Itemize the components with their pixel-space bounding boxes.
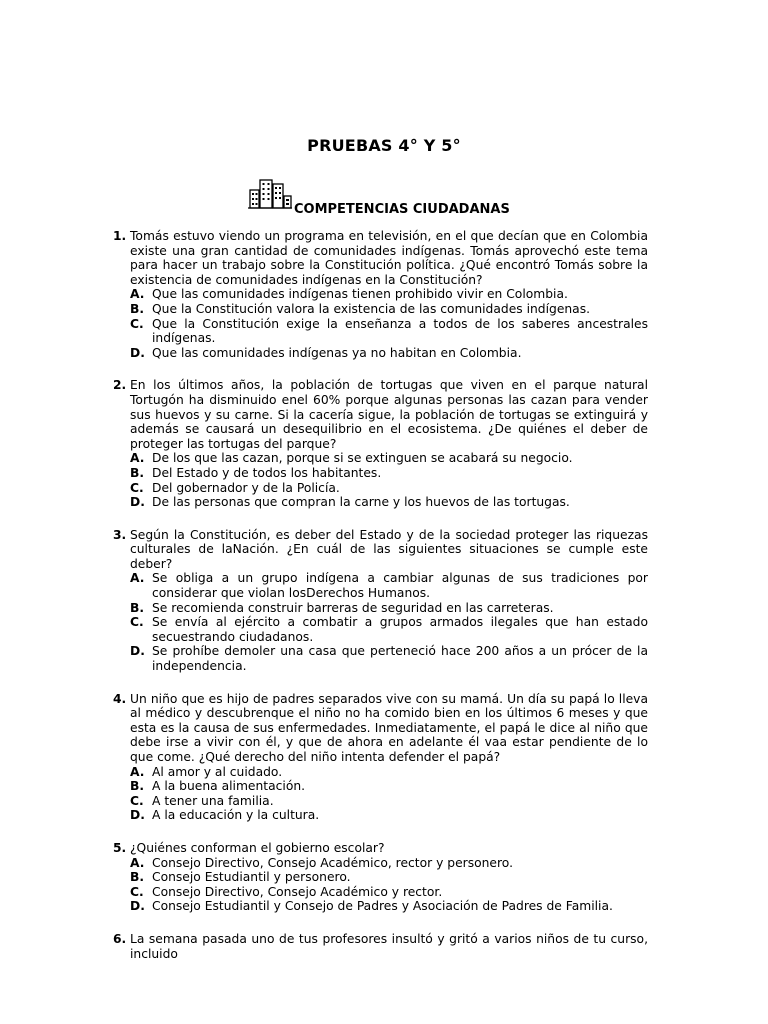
option-text: Que las comunidades indígenas ya no habitan en Colombia. (152, 345, 522, 360)
answer-option (130, 794, 648, 809)
question-text: ¿Quiénes conforman el gobierno escolar? (130, 840, 385, 855)
option-text: Se envía al ejército a combatir a grupos armados ilegales que han estado secuestrando ciudadanos. (152, 615, 648, 644)
question-text: Un niño que es hijo de padres separados vive con su mamá. Un día su papá lo lleva al médico y descubrenque el niño no ha comido bien en los últimos 6 meses y que esta es la causa de sus enfermedades. Inmediatamente, el papá le dice al niño que debe irse a vivir con él, y que de ahora en adelante él vaa estar pendiente de lo que come. ¿Qué derecho del niño intenta defender el papá? (130, 691, 648, 764)
option-text: A la buena alimentación. (152, 779, 306, 794)
option-letter: B. (130, 465, 145, 480)
option-text: Que las comunidades indígenas tienen prohibido vivir en Colombia. (152, 287, 568, 302)
question-number: 4. (113, 691, 127, 706)
answer-option (130, 601, 648, 616)
answer-option (130, 808, 648, 823)
option-letter: C. (130, 316, 144, 331)
answer-option (130, 451, 648, 466)
option-text: De los que las cazan, porque si se extinguen se acabará su negocio. (152, 451, 573, 466)
option-text: Que la Constitución exige la enseñanza a todos de los saberes ancestrales indígenas. (152, 316, 648, 346)
option-text: Consejo Estudiantil y Consejo de Padres y Asociación de Padres de Familia. (152, 899, 613, 914)
option-letter: D. (130, 495, 145, 510)
answer-option (130, 856, 648, 871)
answer-options (130, 571, 648, 673)
answer-option (130, 571, 648, 600)
option-letter: D. (130, 345, 145, 360)
answer-option (130, 870, 648, 885)
answer-options (130, 765, 648, 823)
option-letter: C. (130, 884, 144, 899)
answer-option (130, 899, 648, 914)
option-text: Se prohíbe demoler una casa que perteneció hace 200 años a un prócer de la independencia. (152, 644, 648, 674)
option-letter: B. (130, 301, 145, 316)
option-letter: B. (130, 600, 145, 615)
option-letter: A. (130, 571, 145, 586)
option-letter: B. (130, 870, 145, 885)
buildings-icon (247, 176, 293, 210)
question-number: 2. (113, 378, 127, 393)
option-letter: D. (130, 644, 145, 659)
answer-option (130, 317, 648, 346)
question-item (113, 932, 648, 961)
question-number: 3. (113, 527, 127, 542)
question-text: Tomás estuvo viendo un programa en televisión, en el que decían que en Colombia existe una gran cantidad de comunidades indígenas. Tomás aprovechó este tema para hacer un trabajo sobre la Constitución política. ¿Qué encontró Tomás sobre la existencia de comunidades indígenas en la Constitución? (130, 229, 648, 287)
option-letter: A. (130, 855, 145, 870)
answer-option (130, 287, 648, 302)
answer-option (130, 644, 648, 673)
option-text: A la educación y la cultura. (152, 808, 320, 823)
answer-option (130, 885, 648, 900)
answer-option (130, 765, 648, 780)
option-letter: A. (130, 287, 145, 302)
option-text: Que la Constitución valora la existencia de las comunidades indígenas. (152, 301, 591, 316)
question-text: La semana pasada uno de tus profesores insultó y gritó a varios niños de tu curso, incluido (130, 931, 648, 961)
option-letter: C. (130, 480, 144, 495)
answer-option (130, 495, 648, 510)
answer-option (130, 615, 648, 644)
answer-option (130, 779, 648, 794)
option-text: Consejo Estudiantil y personero. (152, 870, 351, 885)
option-letter: D. (130, 808, 145, 823)
option-text: Al amor y al cuidado. (152, 764, 283, 779)
option-text: A tener una familia. (152, 793, 274, 808)
option-text: Se recomienda construir barreras de seguridad en las carreteras. (152, 600, 554, 615)
option-text: Se obliga a un grupo indígena a cambiar algunas de sus tradiciones por considerar que violan losDerechos Humanos. (152, 571, 648, 601)
answer-option (130, 346, 648, 361)
option-letter: C. (130, 793, 144, 808)
option-letter: A. (130, 451, 145, 466)
option-letter: A. (130, 764, 145, 779)
question-number: 1. (113, 229, 127, 243)
option-text: Consejo Directivo, Consejo Académico, rector y personero. (152, 855, 513, 870)
page-title: PRUEBAS 4° Y 5° (307, 136, 461, 155)
answer-options (130, 856, 648, 914)
question-item (113, 229, 648, 360)
question-text: En los últimos años, la población de tortugas que viven en el parque natural Tortugón ha disminuido enel 60% porque algunas personas las cazan para vender sus huevos y su carne. Si la cacería sigue, la población de tortugas se extinguirá y además se causará un desequilibrio en el ecosistema. ¿De quiénes el deber de proteger las tortugas del parque? (130, 378, 648, 451)
question-number: 5. (113, 840, 127, 855)
question-item (113, 378, 648, 509)
answer-option (130, 481, 648, 496)
option-letter: B. (130, 779, 145, 794)
option-text: Consejo Directivo, Consejo Académico y rector. (152, 884, 443, 899)
question-text: Según la Constitución, es deber del Estado y de la sociedad proteger las riquezas culturales de laNación. ¿En cuál de las siguientes situaciones se cumple este deber? (130, 527, 648, 571)
question-item (113, 841, 648, 914)
option-text: De las personas que compran la carne y los huevos de las tortugas. (152, 495, 570, 510)
answer-option (130, 466, 648, 481)
question-item (113, 528, 648, 674)
option-letter: C. (130, 615, 144, 630)
section-title: COMPETENCIAS CIUDADANAS (294, 202, 510, 217)
question-item (113, 692, 648, 823)
answer-option (130, 302, 648, 317)
option-letter: D. (130, 899, 145, 914)
option-text: Del gobernador y de la Policía. (152, 480, 340, 495)
answer-options (130, 287, 648, 360)
question-list (113, 229, 648, 961)
option-text: Del Estado y de todos los habitantes. (152, 465, 382, 480)
question-number: 6. (113, 931, 127, 946)
answer-options (130, 451, 648, 509)
